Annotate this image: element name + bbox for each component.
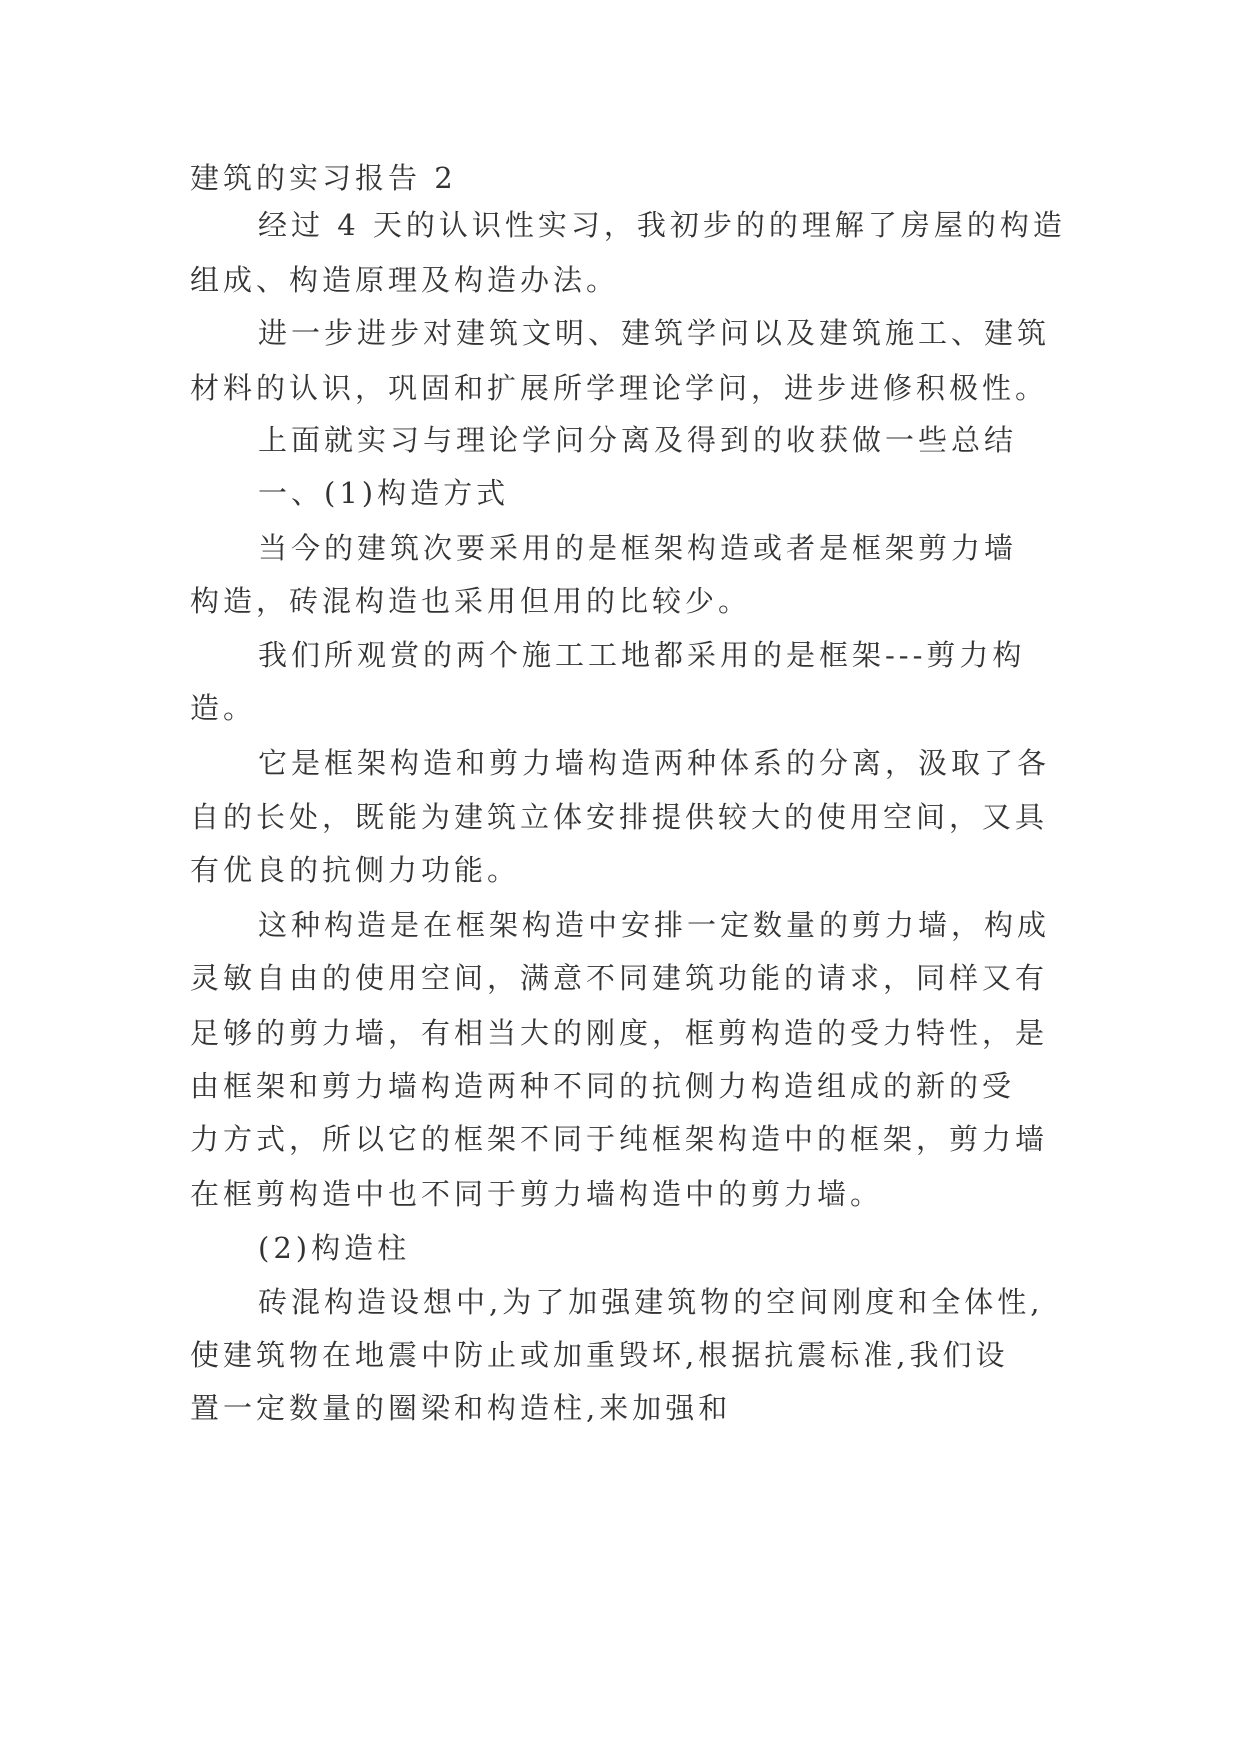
paragraph-line: 上面就实习与理论学问分离及得到的收获做一些总结 [258,423,1018,457]
paragraph-line: 置一定数量的圈梁和构造柱,来加强和 [190,1391,732,1425]
paragraph-line: 砖混构造设想中,为了加强建筑物的空间刚度和全体性, [258,1285,1044,1319]
paragraph-line: 这种构造是在框架构造中安排一定数量的剪力墙，构成 [258,908,1051,942]
paragraph-line: 由框架和剪力墙构造两种不同的抗侧力构造组成的新的受 [190,1069,1016,1103]
paragraph-line: 有优良的抗侧力功能。 [190,853,521,887]
paragraph-line: 进一步进步对建筑文明、建筑学问以及建筑施工、建筑 [258,316,1051,350]
paragraph-line: 材料的认识，巩固和扩展所学理论学问，进步进修积极性。 [190,371,1049,405]
paragraph-line: 我们所观赏的两个施工工地都采用的是框架---剪力构 [258,638,1026,672]
section-heading: (2)构造柱 [258,1231,411,1265]
paragraph-line: 它是框架构造和剪力墙构造两种体系的分离，汲取了各 [258,746,1051,780]
paragraph-line: 使建筑物在地震中防止或加重毁坏,根据抗震标准,我们设 [190,1338,1009,1372]
paragraph-line: 经过 4 天的认识性实习，我初步的的理解了房屋的构造 [258,208,1066,242]
paragraph-line: 构造，砖混构造也采用但用的比较少。 [190,584,752,618]
paragraph-line: 造。 [190,691,257,725]
section-heading: 一、(1)构造方式 [258,476,510,510]
paragraph-line: 当今的建筑次要采用的是框架构造或者是框架剪力墙 [258,531,1018,565]
paragraph-line: 组成、构造原理及构造办法。 [190,263,620,297]
document-title: 建筑的实习报告 2 [190,161,457,195]
paragraph-line: 在框剪构造中也不同于剪力墙构造中的剪力墙。 [190,1177,884,1211]
paragraph-line: 力方式，所以它的框架不同于纯框架构造中的框架，剪力墙 [190,1122,1049,1156]
paragraph-line: 自的长处，既能为建筑立体安排提供较大的使用空间，又具 [190,800,1049,834]
paragraph-line: 足够的剪力墙，有相当大的刚度，框剪构造的受力特性，是 [190,1016,1049,1050]
paragraph-line: 灵敏自由的使用空间，满意不同建筑功能的请求，同样又有 [190,961,1049,995]
